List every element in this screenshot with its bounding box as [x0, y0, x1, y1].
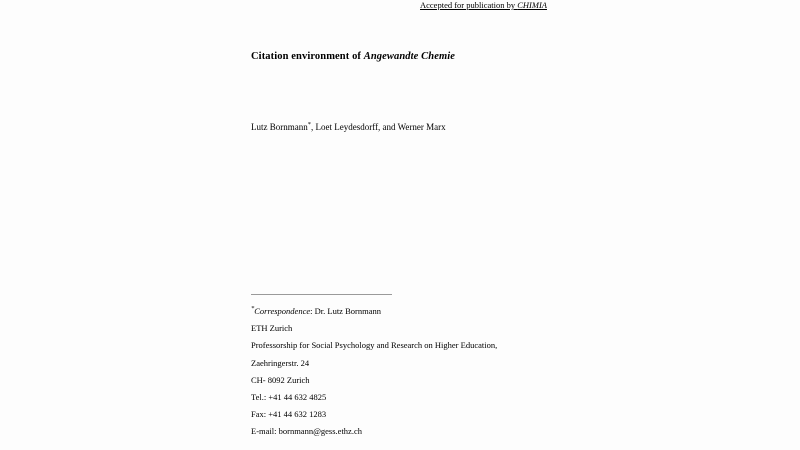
- running-header: [251, 0, 547, 10]
- author-line: [251, 121, 671, 133]
- author-footnote-marker: *: [307, 121, 311, 128]
- title-prefix: Citation environment of: [251, 51, 364, 63]
- contact-fax: Fax: +41 44 632 1283: [251, 409, 327, 420]
- author-rest: , Loet Leydesdorff, and Werner Marx: [311, 122, 446, 132]
- correspondence-marker: *: [251, 305, 255, 313]
- correspondence-label: [251, 306, 310, 316]
- author-first: Lutz Bornmann: [251, 122, 308, 132]
- running-header-prefix: Accepted for publication by: [420, 0, 518, 10]
- affiliation-street: Zaehringerstr. 24: [251, 357, 310, 368]
- footnote-separator-rule: [251, 294, 392, 295]
- correspondence-label-text: Correspondence: [254, 306, 311, 316]
- correspondence-line: [251, 306, 671, 316]
- contact-email: E-mail: bornmann@gess.ethz.ch: [251, 426, 362, 437]
- page-title: [251, 50, 671, 63]
- affiliation-department: Professorship for Social Psychology and Research on Higher Education,: [251, 340, 498, 351]
- affiliation-city: CH- 8092 Zurich: [251, 374, 310, 385]
- correspondence-separator: :: [310, 306, 315, 316]
- correspondence-block: [251, 306, 671, 436]
- title-journal-name: Angewandte Chemie: [363, 51, 455, 63]
- correspondence-name: Dr. Lutz Bornmann: [314, 306, 381, 316]
- affiliation-institution: ETH Zurich: [251, 323, 293, 334]
- contact-telephone: Tel.: +41 44 632 4825: [251, 391, 327, 402]
- running-header-text: [420, 0, 547, 10]
- running-header-journal: CHIMIA: [517, 0, 547, 10]
